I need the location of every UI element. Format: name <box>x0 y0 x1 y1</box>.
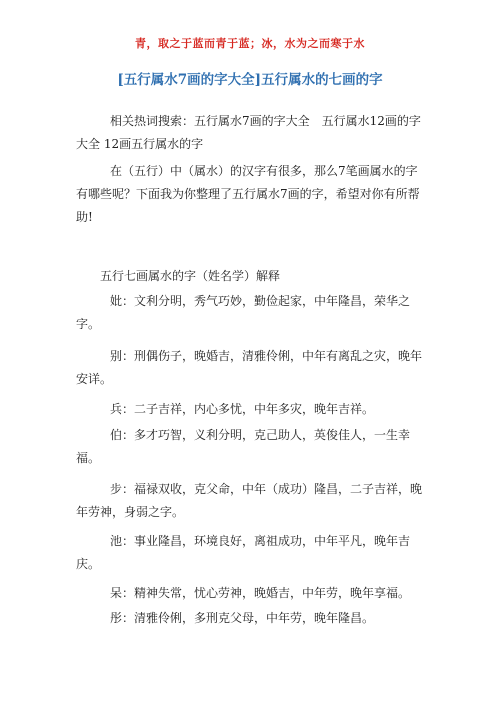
header-banner: 青，取之于蓝而青于蓝；冰，水为之而寒于水 <box>135 37 365 50</box>
entry-ji: 妣：文利分明，秀气巧妙，勤俭起家，中年隆昌，荣华之字。 <box>76 294 411 331</box>
entry-tong: 彤：清雅伶俐，多刑克父母，中年劳，晚年隆昌。 <box>110 611 375 625</box>
entry-bie: 别：刑偶伤子，晚婚吉，清雅伶俐，中年有离乱之灾，晚年安详。 <box>76 349 423 386</box>
intro-paragraph: 在（五行）中（属水）的汉字有很多，那么7笔画属水的字有哪些呢？下面我为你整理了五行属水7画的字，希望对你有所帮助! <box>76 164 420 224</box>
entry-dai: 呆：精神失常，忧心劳神，晚婚吉，中年劳，晚年享福。 <box>110 586 411 600</box>
entry-bo: 伯：多才巧智，义利分明，克己助人，英俊佳人，一生幸福。 <box>76 428 411 465</box>
search-keywords-paragraph: 相关热词搜索：五行属水7画的字大全 五行属水12画的字大全 12画五行属水的字 <box>76 114 421 151</box>
entry-chi: 池：事业隆昌，环境良好，离祖成功，中年平凡，晚年吉庆。 <box>76 534 411 571</box>
page-title: [五行属水7画的字大全]五行属水的七画的字 <box>117 72 383 88</box>
entry-bu: 步：福禄双收，克父命，中年（成功）隆昌，二子吉祥，晚年劳神，身弱之字。 <box>76 482 423 519</box>
entry-bing: 兵：二子吉祥，内心多忧，中年多灾，晚年吉祥。 <box>110 402 375 416</box>
section-heading: 五行七画属水的字（姓名学）解释 <box>100 269 281 283</box>
